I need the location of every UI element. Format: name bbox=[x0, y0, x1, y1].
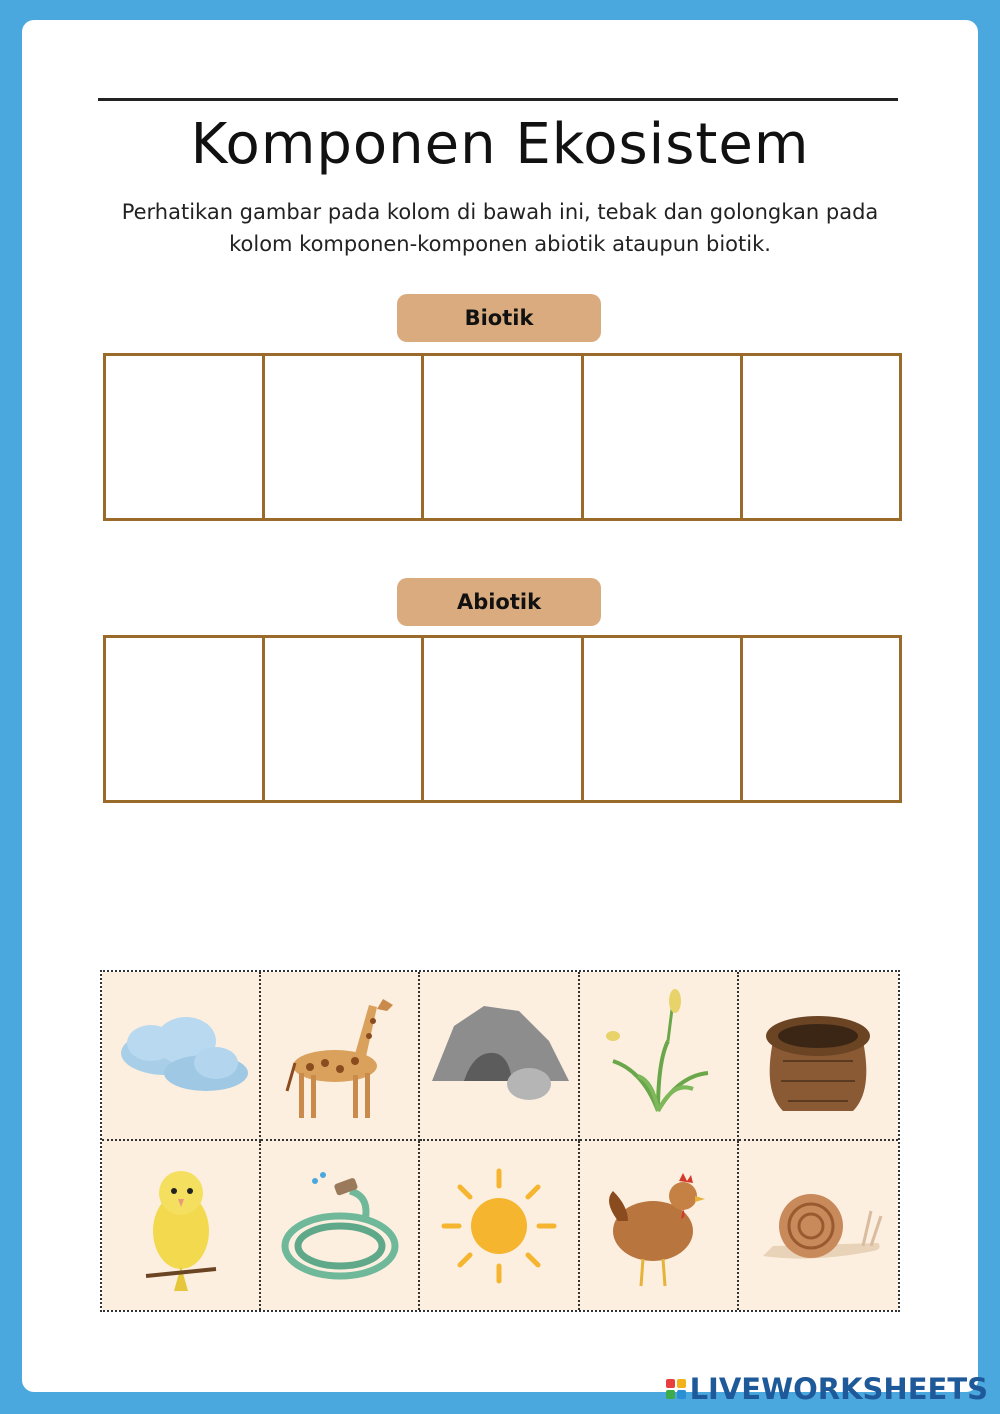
instructions bbox=[90, 196, 910, 260]
draggable-tiles-grid bbox=[100, 970, 900, 1312]
page-title: Komponen Ekosistem bbox=[190, 112, 810, 177]
tile-water-hose[interactable] bbox=[261, 1141, 420, 1310]
tile-bird[interactable] bbox=[102, 1141, 261, 1310]
biotik-drop-slot-4[interactable] bbox=[584, 356, 743, 518]
biotik-drop-slot-3[interactable] bbox=[424, 356, 583, 518]
instruction-line-2: kolom komponen-komponen abiotik ataupun biotik. bbox=[229, 232, 771, 256]
soil-sack-icon bbox=[743, 981, 893, 1131]
abiotik-drop-slot-2[interactable] bbox=[265, 638, 424, 800]
biotik-drop-row bbox=[103, 353, 902, 521]
tile-plant[interactable] bbox=[580, 972, 739, 1141]
abiotik-drop-slot-3[interactable] bbox=[424, 638, 583, 800]
biotik-label: Biotik bbox=[397, 294, 601, 342]
liveworksheets-logo bbox=[666, 1372, 988, 1406]
logo-text: LIVEWORKSHEETS bbox=[689, 1372, 988, 1406]
snail-icon bbox=[743, 1151, 893, 1301]
abiotik-drop-slot-1[interactable] bbox=[106, 638, 265, 800]
abiotik-label: Abiotik bbox=[397, 578, 601, 626]
tile-giraffe[interactable] bbox=[261, 972, 420, 1141]
tile-soil-sack[interactable] bbox=[739, 972, 898, 1141]
rock-icon bbox=[424, 981, 574, 1131]
tile-sun[interactable] bbox=[420, 1141, 579, 1310]
abiotik-drop-row bbox=[103, 635, 902, 803]
tile-chicken[interactable] bbox=[580, 1141, 739, 1310]
tile-rock[interactable] bbox=[420, 972, 579, 1141]
biotik-drop-slot-5[interactable] bbox=[743, 356, 899, 518]
tile-snail[interactable] bbox=[739, 1141, 898, 1310]
sun-icon bbox=[424, 1151, 574, 1301]
giraffe-icon bbox=[265, 981, 415, 1131]
bird-icon bbox=[106, 1151, 256, 1301]
abiotik-drop-slot-4[interactable] bbox=[584, 638, 743, 800]
tile-cloud[interactable] bbox=[102, 972, 261, 1141]
biotik-drop-slot-1[interactable] bbox=[106, 356, 265, 518]
biotik-drop-slot-2[interactable] bbox=[265, 356, 424, 518]
abiotik-drop-slot-5[interactable] bbox=[743, 638, 899, 800]
chicken-icon bbox=[583, 1151, 733, 1301]
water-hose-icon bbox=[265, 1151, 415, 1301]
plant-icon bbox=[583, 981, 733, 1131]
instruction-line-1: Perhatikan gambar pada kolom di bawah ini, tebak dan golongkan pada bbox=[121, 200, 879, 224]
logo-mark-icon bbox=[666, 1379, 686, 1399]
cloud-icon bbox=[106, 981, 256, 1131]
title-rule bbox=[98, 98, 898, 101]
